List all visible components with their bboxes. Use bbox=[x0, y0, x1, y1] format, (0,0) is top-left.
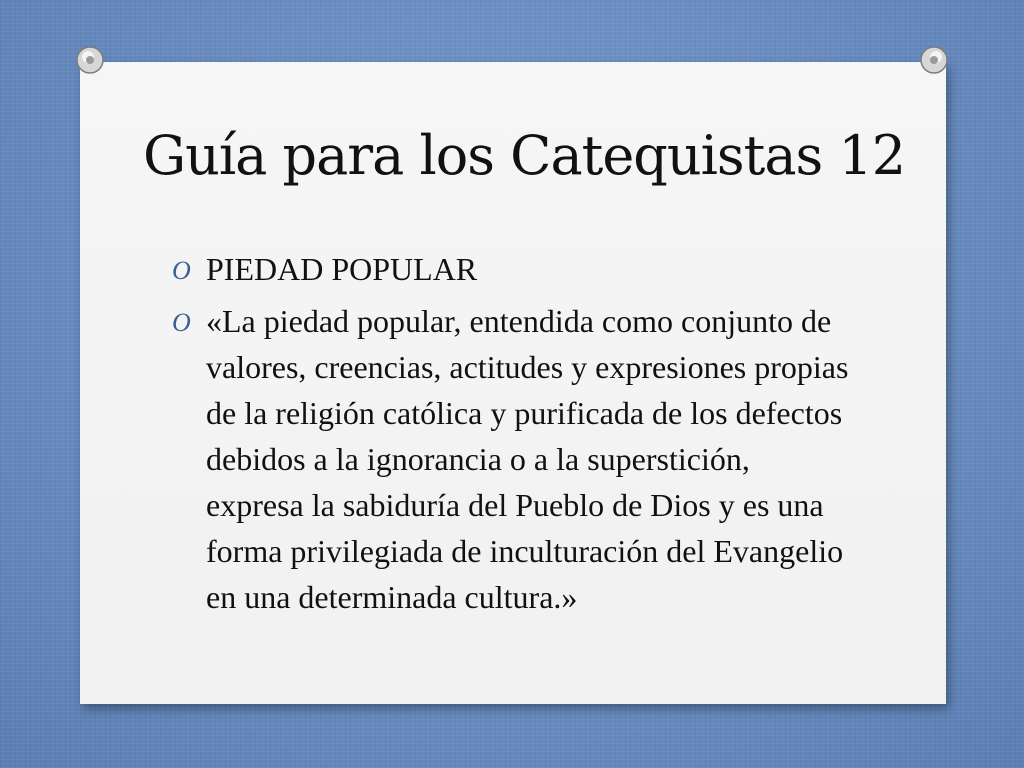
bullet-list bbox=[172, 246, 852, 626]
bullet-item-quote bbox=[172, 298, 852, 620]
bullet-text: «La piedad popular, entendida como conjunto de valores, creencias, actitudes y expresiones propias de la religión católica y purificada de los defectos debidos a la ignorancia o a la superstición, expresa la sabiduría del Pueblo de Dios y es una forma privilegiada de inculturación del Evangelio en una determinada cultura.» bbox=[206, 303, 849, 615]
bullet-item-heading bbox=[172, 246, 852, 292]
bullet-marker-icon: O bbox=[172, 256, 191, 285]
pushpin-left-icon bbox=[70, 40, 110, 80]
bullet-text: PIEDAD POPULAR bbox=[206, 251, 478, 287]
bullet-marker-icon: O bbox=[172, 308, 191, 337]
pushpin-right-icon bbox=[914, 40, 954, 80]
slide-title: Guía para los Catequistas 12 bbox=[143, 124, 906, 187]
